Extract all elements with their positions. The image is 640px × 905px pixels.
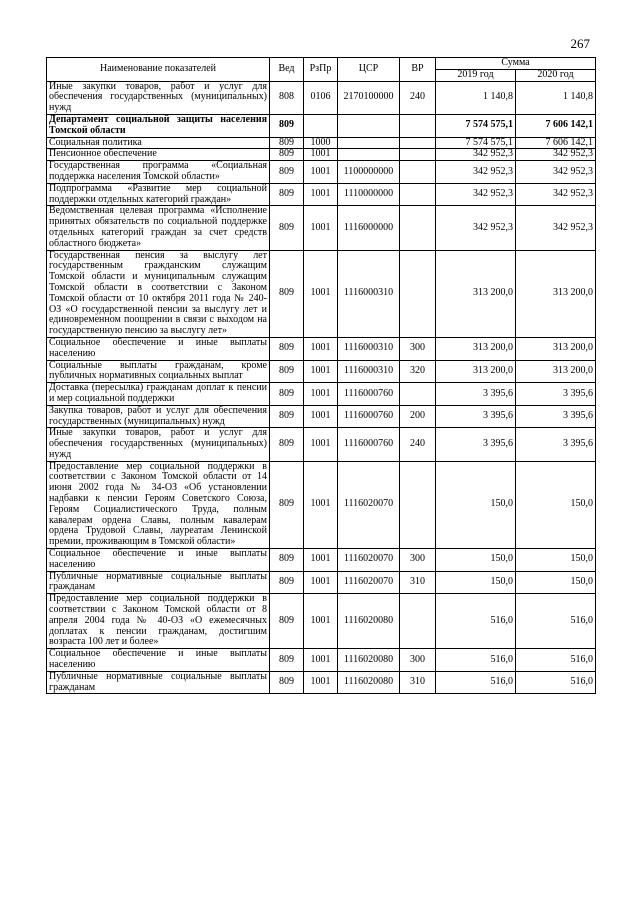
row-name: Департамент социальной защиты населения Томской области bbox=[47, 114, 270, 137]
table-row bbox=[47, 549, 596, 572]
table-row bbox=[47, 671, 596, 694]
row-name: Социальное обеспечение и иные выплаты населению bbox=[47, 549, 270, 572]
row-sum-2019: 342 952,3 bbox=[436, 149, 516, 161]
row-sum-2020: 313 200,0 bbox=[516, 337, 596, 360]
row-rzpr: 1001 bbox=[304, 337, 338, 360]
row-rzpr: 1001 bbox=[304, 461, 338, 548]
table-row bbox=[47, 114, 596, 137]
row-sum-2020: 516,0 bbox=[516, 671, 596, 694]
row-sum-2020: 3 395,6 bbox=[516, 405, 596, 428]
row-sum-2020: 7 606 142,1 bbox=[516, 114, 596, 137]
row-name: Социальная политика bbox=[47, 137, 270, 149]
row-csr: 1116000310 bbox=[338, 250, 400, 337]
row-sum-2019: 342 952,3 bbox=[436, 183, 516, 206]
row-rzpr: 1001 bbox=[304, 671, 338, 694]
header-year-2020: 2020 год bbox=[516, 69, 596, 81]
row-ved: 809 bbox=[270, 649, 304, 672]
row-vr: 240 bbox=[400, 81, 436, 114]
table-row bbox=[47, 594, 596, 649]
row-sum-2020: 342 952,3 bbox=[516, 161, 596, 184]
row-sum-2020: 342 952,3 bbox=[516, 149, 596, 161]
row-sum-2019: 7 574 575,1 bbox=[436, 114, 516, 137]
page-number: 267 bbox=[570, 36, 590, 51]
table-row bbox=[47, 461, 596, 548]
row-sum-2019: 150,0 bbox=[436, 549, 516, 572]
row-rzpr bbox=[304, 114, 338, 137]
row-sum-2020: 3 395,6 bbox=[516, 428, 596, 461]
row-csr: 1116020080 bbox=[338, 594, 400, 649]
header-vr: ВР bbox=[400, 58, 436, 82]
header-year-2019: 2019 год bbox=[436, 69, 516, 81]
row-sum-2019: 313 200,0 bbox=[436, 337, 516, 360]
row-rzpr: 1001 bbox=[304, 183, 338, 206]
row-vr bbox=[400, 137, 436, 149]
row-name: Государственная программа «Социальная поддержка населения Томской области» bbox=[47, 161, 270, 184]
table-row bbox=[47, 149, 596, 161]
table-row bbox=[47, 571, 596, 594]
table-row bbox=[47, 405, 596, 428]
row-ved: 809 bbox=[270, 594, 304, 649]
budget-table bbox=[46, 57, 596, 694]
row-ved: 809 bbox=[270, 337, 304, 360]
header-name: Наименование показателей bbox=[47, 58, 270, 82]
row-rzpr: 1001 bbox=[304, 250, 338, 337]
row-vr bbox=[400, 383, 436, 406]
row-ved: 809 bbox=[270, 149, 304, 161]
row-sum-2020: 150,0 bbox=[516, 571, 596, 594]
row-ved: 809 bbox=[270, 183, 304, 206]
row-ved: 809 bbox=[270, 549, 304, 572]
row-sum-2020: 313 200,0 bbox=[516, 360, 596, 383]
row-ved: 809 bbox=[270, 571, 304, 594]
header-sum: Сумма bbox=[436, 58, 596, 70]
row-ved: 809 bbox=[270, 137, 304, 149]
row-vr: 320 bbox=[400, 360, 436, 383]
row-sum-2020: 516,0 bbox=[516, 594, 596, 649]
row-sum-2020: 342 952,3 bbox=[516, 183, 596, 206]
row-vr: 300 bbox=[400, 649, 436, 672]
row-vr bbox=[400, 149, 436, 161]
row-csr: 1100000000 bbox=[338, 161, 400, 184]
table-row bbox=[47, 383, 596, 406]
row-sum-2020: 150,0 bbox=[516, 549, 596, 572]
row-rzpr: 1001 bbox=[304, 161, 338, 184]
row-sum-2020: 342 952,3 bbox=[516, 206, 596, 250]
row-vr bbox=[400, 206, 436, 250]
row-rzpr: 1001 bbox=[304, 428, 338, 461]
table-row bbox=[47, 428, 596, 461]
row-vr bbox=[400, 114, 436, 137]
table-row bbox=[47, 337, 596, 360]
row-sum-2020: 3 395,6 bbox=[516, 383, 596, 406]
row-ved: 809 bbox=[270, 383, 304, 406]
row-name: Ведомственная целевая программа «Исполнение принятых обязательств по социальной поддержке отдельных категорий граждан за счет средств областного бюджета» bbox=[47, 206, 270, 250]
header-csr: ЦСР bbox=[338, 58, 400, 82]
row-csr: 1116000760 bbox=[338, 428, 400, 461]
row-ved: 809 bbox=[270, 405, 304, 428]
row-vr bbox=[400, 461, 436, 548]
row-rzpr: 1001 bbox=[304, 594, 338, 649]
table-row bbox=[47, 81, 596, 114]
row-csr: 1116000760 bbox=[338, 383, 400, 406]
row-rzpr: 1001 bbox=[304, 405, 338, 428]
table-row bbox=[47, 183, 596, 206]
row-name: Государственная пенсия за выслугу лет государственным гражданским служащим Томской области и муниципальным служащим Томской области в соответствии с Законом Томской области от 10 октября 2011 года № 240-ОЗ «О государственной пенсии за выслугу лет и единовременном поощрении в связи с выходом на государственную пенсию за выслугу лет» bbox=[47, 250, 270, 337]
row-name: Закупка товаров, работ и услуг для обеспечения государственных (муниципальных) нужд bbox=[47, 405, 270, 428]
row-ved: 809 bbox=[270, 206, 304, 250]
row-rzpr: 1001 bbox=[304, 649, 338, 672]
table-row bbox=[47, 360, 596, 383]
row-ved: 809 bbox=[270, 360, 304, 383]
row-csr: 1116020080 bbox=[338, 671, 400, 694]
row-rzpr: 0106 bbox=[304, 81, 338, 114]
row-rzpr: 1001 bbox=[304, 149, 338, 161]
table-row bbox=[47, 250, 596, 337]
row-csr bbox=[338, 114, 400, 137]
row-rzpr: 1001 bbox=[304, 360, 338, 383]
row-sum-2019: 516,0 bbox=[436, 671, 516, 694]
row-sum-2019: 3 395,6 bbox=[436, 428, 516, 461]
row-vr bbox=[400, 183, 436, 206]
row-sum-2020: 313 200,0 bbox=[516, 250, 596, 337]
row-sum-2019: 313 200,0 bbox=[436, 360, 516, 383]
row-name: Предоставление мер социальной поддержки в соответствии с Законом Томской области от 14 июня 2002 года № 34-ОЗ «Об установлении надбавки к пенсии Героям Советского Союза, Героям Социалистического Труда, полным кавалерам ордена Славы, полным кавалерам ордена Трудовой Славы, лауреатам Ленинской премии, проживающим в Томской области» bbox=[47, 461, 270, 548]
row-sum-2019: 150,0 bbox=[436, 571, 516, 594]
row-csr: 1116020080 bbox=[338, 649, 400, 672]
row-csr: 1116020070 bbox=[338, 571, 400, 594]
row-name: Иные закупки товаров, работ и услуг для обеспечения государственных (муниципальных) нужд bbox=[47, 428, 270, 461]
table-body bbox=[47, 81, 596, 694]
row-rzpr: 1000 bbox=[304, 137, 338, 149]
row-vr bbox=[400, 161, 436, 184]
row-vr: 240 bbox=[400, 428, 436, 461]
row-sum-2019: 1 140,8 bbox=[436, 81, 516, 114]
row-ved: 809 bbox=[270, 114, 304, 137]
row-sum-2019: 342 952,3 bbox=[436, 161, 516, 184]
row-csr bbox=[338, 149, 400, 161]
row-sum-2020: 516,0 bbox=[516, 649, 596, 672]
row-sum-2019: 313 200,0 bbox=[436, 250, 516, 337]
row-csr: 2170100000 bbox=[338, 81, 400, 114]
row-vr bbox=[400, 594, 436, 649]
row-sum-2020: 150,0 bbox=[516, 461, 596, 548]
row-csr: 1116000310 bbox=[338, 337, 400, 360]
row-vr: 300 bbox=[400, 549, 436, 572]
row-csr: 1116000310 bbox=[338, 360, 400, 383]
row-ved: 809 bbox=[270, 161, 304, 184]
row-name: Предоставление мер социальной поддержки в соответствии с Законом Томской области от 8 апреля 2004 года № 40-ОЗ «О ежемесячных доплатах к пенсии гражданам, достигшим возраста 100 лет и более» bbox=[47, 594, 270, 649]
row-csr: 1116020070 bbox=[338, 549, 400, 572]
row-vr: 310 bbox=[400, 571, 436, 594]
row-sum-2019: 516,0 bbox=[436, 594, 516, 649]
row-vr: 310 bbox=[400, 671, 436, 694]
row-rzpr: 1001 bbox=[304, 206, 338, 250]
row-sum-2019: 342 952,3 bbox=[436, 206, 516, 250]
row-csr: 1116000760 bbox=[338, 405, 400, 428]
row-csr bbox=[338, 137, 400, 149]
row-name: Социальное обеспечение и иные выплаты населению bbox=[47, 337, 270, 360]
row-vr bbox=[400, 250, 436, 337]
row-ved: 809 bbox=[270, 671, 304, 694]
row-rzpr: 1001 bbox=[304, 571, 338, 594]
row-csr: 1110000000 bbox=[338, 183, 400, 206]
row-ved: 809 bbox=[270, 461, 304, 548]
row-sum-2020: 1 140,8 bbox=[516, 81, 596, 114]
row-name: Социальное обеспечение и иные выплаты населению bbox=[47, 649, 270, 672]
row-ved: 809 bbox=[270, 428, 304, 461]
row-sum-2019: 7 574 575,1 bbox=[436, 137, 516, 149]
row-name: Иные закупки товаров, работ и услуг для обеспечения государственных (муниципальных) нужд bbox=[47, 81, 270, 114]
row-csr: 1116000000 bbox=[338, 206, 400, 250]
row-name: Подпрограмма «Развитие мер социальной поддержки отдельных категорий граждан» bbox=[47, 183, 270, 206]
row-sum-2019: 3 395,6 bbox=[436, 383, 516, 406]
row-name: Доставка (пересылка) гражданам доплат к пенсии и мер социальной поддержки bbox=[47, 383, 270, 406]
table-row bbox=[47, 206, 596, 250]
row-sum-2020: 7 606 142,1 bbox=[516, 137, 596, 149]
row-vr: 300 bbox=[400, 337, 436, 360]
row-rzpr: 1001 bbox=[304, 383, 338, 406]
table-row bbox=[47, 137, 596, 149]
row-sum-2019: 150,0 bbox=[436, 461, 516, 548]
row-ved: 808 bbox=[270, 81, 304, 114]
row-rzpr: 1001 bbox=[304, 549, 338, 572]
row-vr: 200 bbox=[400, 405, 436, 428]
row-name: Социальные выплаты гражданам, кроме публичных нормативных социальных выплат bbox=[47, 360, 270, 383]
row-sum-2019: 516,0 bbox=[436, 649, 516, 672]
row-name: Публичные нормативные социальные выплаты гражданам bbox=[47, 571, 270, 594]
row-name: Пенсионное обеспечение bbox=[47, 149, 270, 161]
header-ved: Вед bbox=[270, 58, 304, 82]
table-row bbox=[47, 161, 596, 184]
row-ved: 809 bbox=[270, 250, 304, 337]
row-sum-2019: 3 395,6 bbox=[436, 405, 516, 428]
row-name: Публичные нормативные социальные выплаты гражданам bbox=[47, 671, 270, 694]
header-rzpr: РзПр bbox=[304, 58, 338, 82]
row-csr: 1116020070 bbox=[338, 461, 400, 548]
table-row bbox=[47, 649, 596, 672]
